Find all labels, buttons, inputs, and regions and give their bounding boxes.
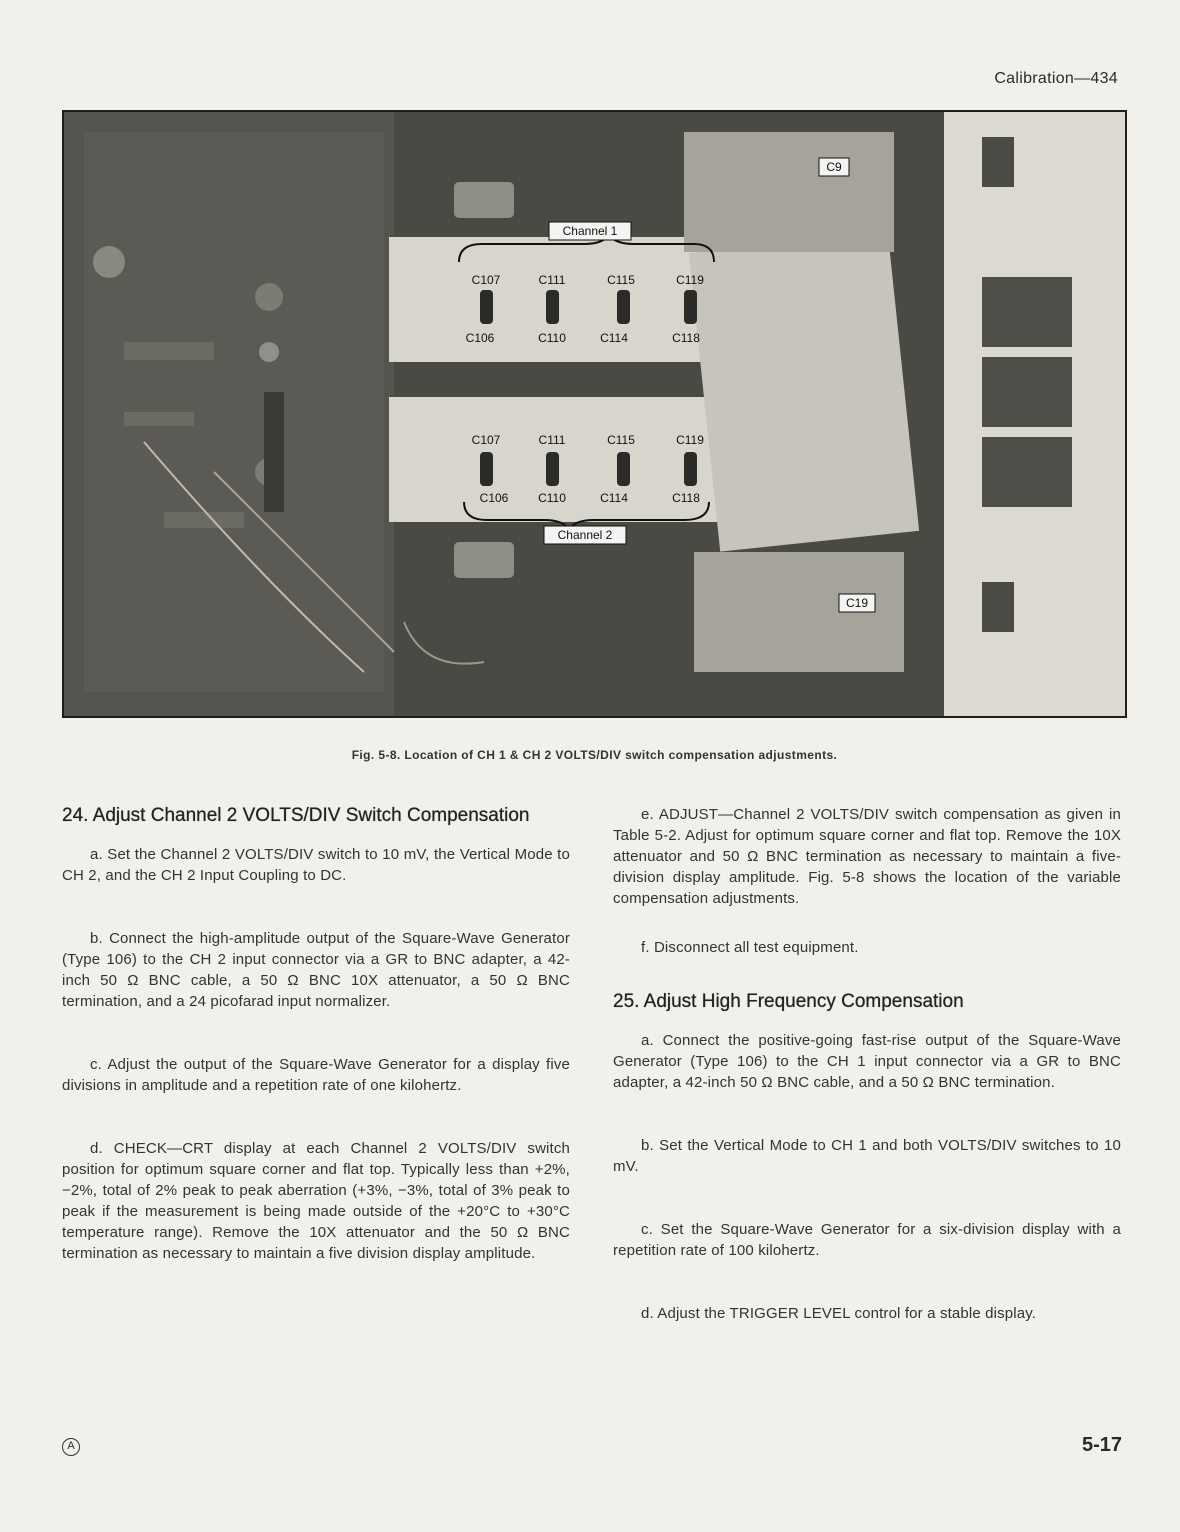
- channel-2-label: Channel 2: [557, 528, 613, 542]
- left-column: [62, 804, 570, 1264]
- running-header: Calibration—434: [994, 70, 1118, 87]
- circuit-board-photo: [62, 110, 1127, 718]
- section-24-heading: 24. Adjust Channel 2 VOLTS/DIV Switch Compensation: [62, 805, 530, 826]
- component-label: C106: [479, 491, 509, 505]
- step-24b: b. Connect the high-amplitude output of the Square-Wave Generator (Type 106) to the CH 2 input connector via a GR to BNC adapter, a 42-inch 50 Ω BNC cable, a 50 Ω BNC 10X attenuator, a 50 Ω BNC termination, and a 24 picofarad input normalizer.: [62, 930, 570, 1010]
- step-24e: e. ADJUST—Channel 2 VOLTS/DIV switch compensation as given in Table 5-2. Adjust for optimum square corner and flat top. Remove the 10X attenuator and 50 Ω BNC termination as necessary to maintain a five-division display amplitude. Fig. 5-8 shows the location of the variable compensation adjustments.: [613, 806, 1121, 907]
- channel-1-label: Channel 1: [562, 224, 618, 238]
- component-label: C118: [672, 331, 700, 345]
- component-label: C111: [538, 433, 566, 447]
- step-24c: c. Adjust the output of the Square-Wave Generator for a display five divisions in amplitude and a repetition rate of one kilohertz.: [62, 1056, 570, 1094]
- section-25-heading: 25. Adjust High Frequency Compensation: [613, 991, 964, 1012]
- revision-mark: A: [62, 1438, 80, 1456]
- step-24a: a. Set the Channel 2 VOLTS/DIV switch to 10 mV, the Vertical Mode to CH 2, and the CH 2 Input Coupling to DC.: [62, 846, 570, 884]
- page-number: 5-17: [1081, 1434, 1122, 1456]
- component-label: C118: [672, 491, 700, 505]
- component-label: C114: [600, 491, 628, 505]
- step-24d: d. CHECK—CRT display at each Channel 2 VOLTS/DIV switch position for optimum square corner and flat top. Typically less than +2%, −2%, total of 2% peak to peak aberration (+3%, −3%, total of 3% peak to peak if the measurement is being made outside of the +20°C to +30°C temperature range). Remove the 10X attenuator and the 50 Ω BNC termination as necessary to maintain a five division display amplitude.: [62, 1140, 570, 1262]
- step-24f: f. Disconnect all test equipment.: [641, 939, 859, 956]
- component-label: C115: [607, 433, 635, 447]
- component-label: C114: [600, 331, 628, 345]
- component-label: C110: [538, 331, 566, 345]
- component-label: C119: [676, 433, 704, 447]
- c19-label: C19: [845, 596, 869, 610]
- step-25c: c. Set the Square-Wave Generator for a six-division display with a repetition rate of 100 kilohertz.: [613, 1221, 1121, 1259]
- component-label: C107: [471, 273, 501, 287]
- component-label: C115: [607, 273, 635, 287]
- component-label: C106: [465, 331, 495, 345]
- component-label: C110: [538, 491, 566, 505]
- step-25d: d. Adjust the TRIGGER LEVEL control for a stable display.: [641, 1305, 1037, 1322]
- c9-label: C9: [826, 160, 842, 174]
- step-25a: a. Connect the positive-going fast-rise output of the Square-Wave Generator (Type 106) to the CH 1 input connector via a GR to BNC adapter, a 42-inch 50 Ω BNC cable, and a 50 Ω BNC termination.: [613, 1032, 1121, 1091]
- step-25b: b. Set the Vertical Mode to CH 1 and both VOLTS/DIV switches to 10 mV.: [613, 1137, 1121, 1175]
- right-column: [613, 804, 1121, 1324]
- component-label: C111: [538, 273, 566, 287]
- figure-caption: Fig. 5-8. Location of CH 1 & CH 2 VOLTS/DIV switch compensation adjustments.: [351, 748, 838, 762]
- component-label: C107: [471, 433, 501, 447]
- component-label: C119: [676, 273, 704, 287]
